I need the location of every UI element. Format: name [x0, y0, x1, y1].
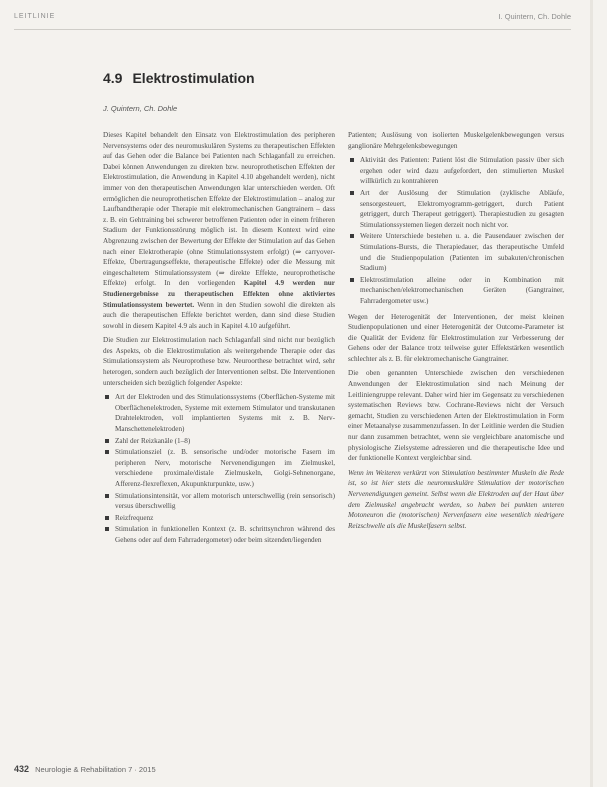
paragraph: Die oben genannten Unterschiede zwischen den verschiedenen Anwendungen der Elektrostimulation sind nach Meinung der Leitliniengruppe relevant. Daher wird hier im Gegensatz zu verschiedenen systematischen Reviews bzw. Cochrane-Reviews nicht der Versuch gemacht, Studien zu verschiedenen Arten der Elektrostimulation in Form einer Metaanalyse zusammenzufassen. In der Leitlinie werden die Studien nur dann zusammen betrachtet, wenn sie vergleichbare anatomische und physiologische Zielsysteme adressieren und die therapeutische Idee und der funktionelle Kontext vergleichbar sind. [348, 369, 564, 463]
page-edge-bar [590, 0, 593, 787]
bullet-item: Stimulationsziel (z. B. sensorische und/oder motorische Fasern im peripheren Nerv, motorische Nervenendigungen im Zielmuskel, verschiedene proximale/distale Zielmuskeln, Golgi-Sehnenorgane, Afferenz-flexreflexen, Akupunkturpunkte, usw.) [115, 448, 335, 488]
bullet-list [103, 392, 335, 545]
section-title [103, 70, 255, 86]
page-footer [14, 764, 156, 774]
paragraph-text: Wenn in den Studien sowohl die direkten als auch die therapeutischen Effekte berichtet werden, dann sind diese Studien sowohl in diesem Kapitel 4.9 als auch in Kapitel 4.10 aufgeführt. [103, 300, 335, 330]
section-title-text: Elektrostimulation [132, 70, 255, 86]
bullet-item: Zahl der Reizkanäle (1–8) [115, 436, 335, 447]
bullet-list [348, 155, 564, 306]
right-column [348, 130, 564, 535]
bullet-item: Weitere Unterschiede bestehen u. a. die Pausendauer zwischen der Stimulations-Bursts, die Therapiedauer, das therapeutische Umfeld und die Studienpopulation (Patienten im subakuten/chronischen Stadium) [360, 232, 564, 273]
page-number: 432 [14, 764, 30, 774]
section-number: 4.9 [103, 70, 123, 86]
header-rule [14, 29, 571, 30]
italic-note: Wenn im Weiteren verkürzt von Stimulation bestimmter Muskeln die Rede ist, so ist hier stets die neuromuskuläre Stimulation der motorischen Nervenendigungen gemeint. Selbst wenn die Elektroden auf der Haut über dem Zielmuskel angebracht werden, so haben bei punkten unteren Motoneuron die (motorischen) Nervenfasern eine wesentlich niedrigere Reizschwelle als die Muskelfasern selbst. [348, 468, 564, 530]
section-authors: J. Quintern, Ch. Dohle [103, 104, 178, 113]
journal-name: Neurologie & Rehabilitation 7 · 2015 [35, 765, 156, 774]
bullet-item: Stimulationsintensität, vor allem motorisch unterschwellig (rein sensorisch) versus überschwellig [115, 491, 335, 511]
paragraph: Wegen der Heterogenität der Interventionen, der meist kleinen Studienpopulationen und einer Heterogenität der Outcome-Parameter ist die Qualität der Evidenz für Elektrostimulation zur Verbesserung der Gehens oder der Balance trotz teilweise guter Effektstärken wesentlich schlechter als z. B. für elektromechanische Gangtrainer. [348, 312, 564, 363]
bold-statement: Kapitel 4.9 werden nur Studienergebnisse zu therapeutischen Effekten ohne aktiviertes Stimulationssystem bewertet. [103, 279, 335, 309]
bullet-item: Art der Auslösung der Stimulation (zyklische Abläufe, sensorgesteuert, Elektromyogramm-getriggert, durch Patient getriggert, durch Therapeut getriggert). Therapiestudien zu gesagten Stimulationssystemen liegen derzeit noch nicht vor. [360, 188, 564, 229]
bullet-item: Art der Elektroden und des Stimulationssystems (Oberflächen-Systeme mit Oberflächenelektroden, Systeme mit externem Stimulator und transkutanen Drahtelektroden, voll implantierten Systems mit z. B. Nerv-Manschettenelektroden) [115, 393, 335, 434]
bullet-item: Reizfrequenz [115, 513, 335, 524]
paragraph: Patienten; Auslösung von isolierten Muskelgelenkbewegungen versus ganglionäre Mehrgelenksbewegungen [348, 131, 564, 150]
paragraph: Die Studien zur Elektrostimulation nach Schlaganfall sind nicht nur bezüglich des Aspekts, ob die Elektrostimulation als weitergehende Therapie oder das Stimulationssystem als Neuroprothese bzw. Neuroorthese betrachtet wird, sehr heterogen, sondern auch bezüglich der Interventionen selbst. Die Interventionen unterscheiden sich bezüglich folgender Aspekte: [103, 336, 335, 387]
bullet-item: Elektrostimulation alleine oder in Kombination mit mechanischen/elektromechanischen Geräten (Gangtrainer, Fahrradergometer usw.) [360, 275, 564, 305]
left-column [103, 130, 335, 551]
bullet-item: Aktivität des Patienten: Patient löst die Stimulation passiv über sich ergehen oder wird dazu aufgefordert, den stimulierten Muskel willkürlich zu kontrahieren [360, 156, 564, 186]
section-label: LEITLINIE [14, 13, 56, 20]
paragraph [103, 130, 335, 331]
bullet-item: Stimulation in funktionellen Kontext (z. B. schrittsynchron während des Gehens oder auf dem Fahrradergometer) oder beim sitzenden/liegenden [115, 525, 335, 544]
header-authors: I. Quintern, Ch. Dohle [498, 12, 571, 21]
paragraph-text: Dieses Kapitel behandelt den Einsatz von Elektrostimulation des peripheren Nervensystems oder des neuromuskulären Systems zu therapeutischen Effekten auf das Gehen oder die Balance bei Patienten nach Schlaganfall zu erreichen. Dabei können Anwendungen zu direkten bzw. neuroprothetischen Effekten der Elektrostimulation, die Anwendung in Kapitel 4.10 abgehandelt werden), nicht immer von den therapeutischen Anwendungen klar unterschieden werden. Oft ermöglichen die neuroprothetischen Effekte der Elektrostimulation – analog zur Laufbandtherapie oder Therapie mit elektromechanischen Gangtrainern – dass z. B. ein Gehtraining bei schwerer betroffenen Patienten oder in einem früheren Stadium der Funktionsstörung möglich ist. In diesem Kontext wird eine Abgrenzung zwischen der Bewertung der Effekte der Stimulation auf das Gehen nach einer Elektrotherapie (ohne Stimulationssystem erfolgt) (⇒ carryover-Effekte, Übertragungseffekte, therapeutische Effekte) oder die Messung mit eingeschaltetem Stimulationssystem (⇒ direkte Effekte, neuroprothetische Effekte) erfolgt. In den vorliegenden [103, 131, 335, 288]
page-header [0, 0, 607, 40]
